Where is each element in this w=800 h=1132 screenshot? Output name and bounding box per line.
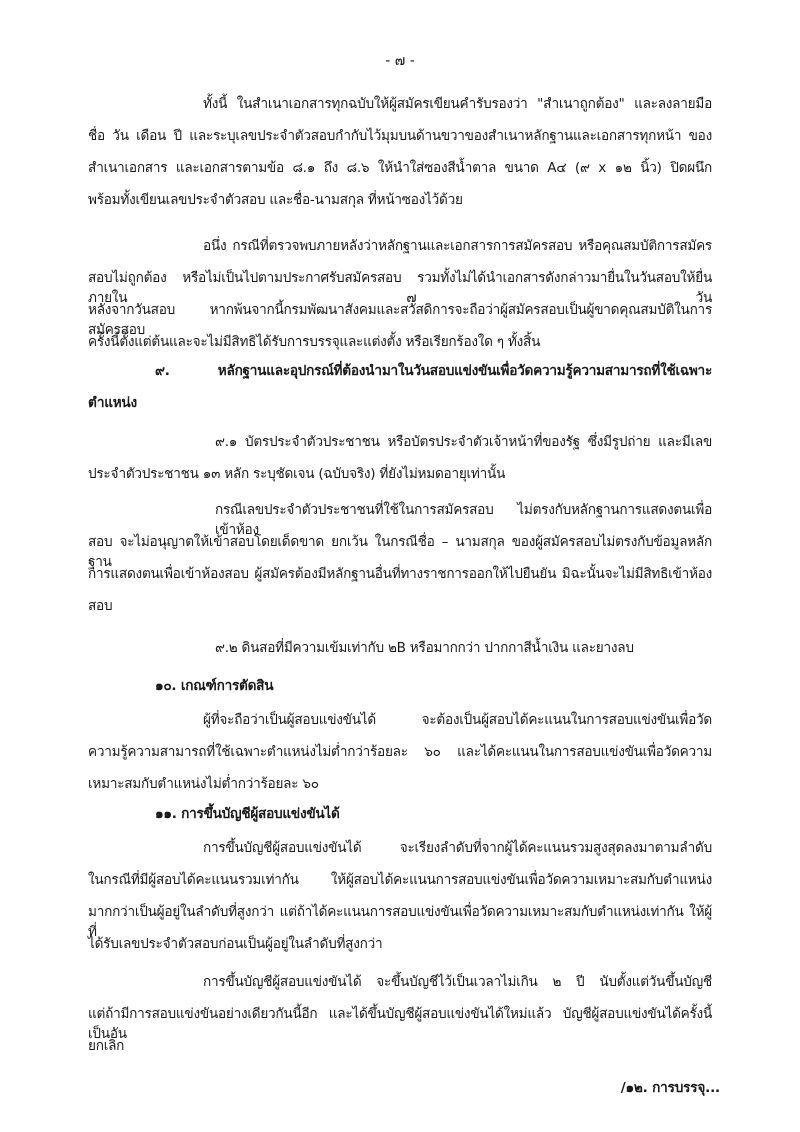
text-line: ทั้งนี้ ในสำเนาเอกสารทุกฉบับให้ผู้สมัครเขียนคำรับรองว่า "สำเนาถูกต้อง" และลงลายมือ (203, 96, 712, 112)
section-heading-10: ๑๐. เกณฑ์การตัดสิน (155, 678, 274, 694)
text-line: อนึ่ง กรณีที่ตรวจพบภายหลังว่าหลักฐานและเอกสารการสมัครสอบ หรือคุณสมบัติการสมัคร (203, 238, 712, 254)
text-line: สอบ จะไม่อนุญาตให้เข้าสอบโดยเด็ดขาด ยกเว้น ในกรณีชื่อ – นามสกุล ของผู้สมัครสอบไม่ตรงกับข้อมูลหลักฐาน (88, 534, 712, 570)
text-line: ประจำตัวประชาชน ๑๓ หลัก ระบุชัดเจน (ฉบับจริง) ที่ยังไม่หมดอายุเท่านั้น (88, 466, 506, 482)
text-line: การขึ้นบัญชีผู้สอบแข่งขันได้ จะขึ้นบัญชีไว้เป็นเวลาไม่เกิน ๒ ปี นับตั้งแต่วันขึ้นบัญชี (203, 974, 712, 990)
text-line: มากกว่าเป็นผู้อยู่ในลำดับที่สูงกว่า แต่ถ้าได้คะแนนการสอบแข่งขันเพื่อวัดความเหมาะสมกับตำแหน่งเท่ากัน ให้ผู้ที่ (88, 904, 712, 940)
text-line: เหมาะสมกับตำแหน่งไม่ต่ำกว่าร้อยละ ๖๐ (88, 776, 319, 792)
section-heading-9-cont: ตำแหน่ง (88, 395, 137, 411)
text-line: ได้รับเลขประจำตัวสอบก่อนเป็นผู้อยู่ในลำดับที่สูงกว่า (88, 936, 383, 952)
text-line: การขึ้นบัญชีผู้สอบแข่งขันได้ จะเรียงลำดับที่จากผู้ได้คะแนนรวมสูงสุดลงมาตามลำดับ (203, 840, 712, 856)
text-line: สอบไม่ถูกต้อง หรือไม่เป็นไปตามประกาศรับสมัครสอบ รวมทั้งไม่ได้นำเอกสารดังกล่าวมายื่นในวันสอบให้ยื่นภายใน ๗ วัน (88, 270, 712, 306)
text-line: ครั้งนี้ตั้งแต่ต้นและจะไม่มีสิทธิได้รับการบรรจุและแต่งตั้ง หรือเรียกร้องใด ๆ ทั้งสิ้น (88, 334, 541, 350)
text-line: พร้อมทั้งเขียนเลขประจำตัวสอบ และชื่อ-นามสกุล ที่หน้าซองไว้ด้วย (88, 192, 463, 208)
text-line: หลังจากวันสอบ หากพ้นจากนี้กรมพัฒนาสังคมและสวัสดิการจะถือว่าผู้สมัครสอบเป็นผู้ขาดคุณสมบัติในการสมัครสอบ (88, 302, 712, 338)
text-line: ในกรณีที่มีผู้สอบได้คะแนนรวมเท่ากัน ให้ผู้สอบได้คะแนนการสอบแข่งขันเพื่อวัดความเหมาะสมกับตำแหน่ง (88, 872, 712, 888)
text-line: แต่ถ้ามีการสอบแข่งขันอย่างเดียวกันนี้อีก และได้ขึ้นบัญชีผู้สอบแข่งขันได้ใหม่แล้ว บัญชีผู้สอบแข่งขันได้ครั้งนี้เป็นอัน (88, 1006, 712, 1042)
text-line: ๙.๑ บัตรประจำตัวประชาชน หรือบัตรประจำตัวเจ้าหน้าที่ของรัฐ ซึ่งมีรูปถ่าย และมีเลข (215, 434, 712, 450)
text-line: กรณีเลขประจำตัวประชาชนที่ใช้ในการสมัครสอบ ไม่ตรงกับหลักฐานการแสดงตนเพื่อเข้าห้อง (215, 502, 712, 538)
text-line: ๙.๒ ดินสอที่มีความเข้มเท่ากับ ๒B หรือมากกว่า ปากกาสีน้ำเงิน และยางลบ (215, 640, 634, 656)
section-heading-9: ๙. หลักฐานและอุปกรณ์ที่ต้องนำมาในวันสอบแข่งขันเพื่อวัดความรู้ความสามารถที่ใช้เฉพาะ (155, 363, 712, 379)
text-line: ชื่อ วัน เดือน ปี และระบุเลขประจำตัวสอบกำกับไว้มุมบนด้านขวาของสำเนาหลักฐานและเอกสารทุกหน้า ของ (88, 128, 712, 144)
footer-continuation: /๑๒. การบรรจุ... (620, 1080, 720, 1096)
text-line: สอบ (88, 598, 113, 614)
text-line: การแสดงตนเพื่อเข้าห้องสอบ ผู้สมัครต้องมีหลักฐานอื่นที่ทางราชการออกให้ไปยืนยัน มิฉะนั้นจะไม่มีสิทธิเข้าห้อง (88, 566, 712, 582)
text-line: ผู้ที่จะถือว่าเป็นผู้สอบแข่งขันได้ จะต้องเป็นผู้สอบได้คะแนนในการสอบแข่งขันเพื่อวัด (203, 712, 712, 728)
page-number: - ๗ - (385, 53, 415, 69)
text-line: สำเนาเอกสาร และเอกสารตามข้อ ๘.๑ ถึง ๘.๖ ให้นำใส่ซองสีน้ำตาล ขนาด A๔ (๙ x ๑๒ นิ้ว) ปิดผนึก (88, 160, 712, 176)
text-line: ความรู้ความสามารถที่ใช้เฉพาะตำแหน่งไม่ต่ำกว่าร้อยละ ๖๐ และได้คะแนนในการสอบแข่งขันเพื่อวัดความ (88, 744, 712, 760)
text-line: ยกเลิก (88, 1038, 125, 1054)
section-heading-11: ๑๑. การขึ้นบัญชีผู้สอบแข่งขันได้ (155, 806, 340, 822)
